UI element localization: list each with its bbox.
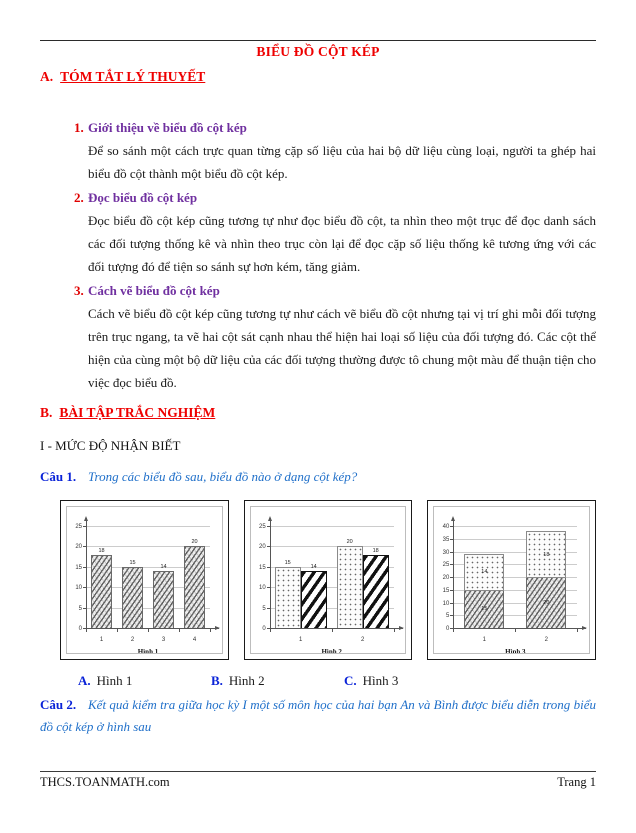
chart-hinh-3 [427,500,596,660]
question-1 [40,466,596,488]
plot-wrap [255,516,403,632]
y-tick-label: 5 [446,613,450,620]
y-tick-label: 35 [442,536,450,543]
option-c[interactable] [344,670,398,692]
x-axis [86,628,219,629]
question-1-label: Câu 1. [40,469,77,484]
header-rule [40,40,596,41]
section-b-label: B. [40,405,53,420]
y-tick-label: 25 [258,524,266,530]
y-tick-label: 15 [258,564,266,571]
y-tick-label: 15 [75,564,82,571]
theory-item-1-heading [40,116,596,139]
y-axis [270,518,271,629]
y-tick-label: 10 [258,585,266,592]
theory-item-3-title: Cách vẽ biểu đồ cột kép [88,283,220,298]
theory-item-3-body: Cách vẽ biểu đồ cột kép cũng tương tự như cách vẽ biểu đồ cột nhưng tại vị trí ghi mỗi đối tượng trên trục ngang, ta vẽ hai cột sát cạnh nhau thể hiện hai loại số liệu của đối tượng đó. Các cột thể hiện của cùng một bộ dữ liệu của các đối tượng thường được tô chung một màu để thuận tiện cho việc đọc biểu đồ. [88,306,596,390]
y-axis [453,518,454,629]
y-tick-label: 15 [442,587,450,594]
y-axis-labels [255,524,268,632]
bar [122,567,143,629]
y-tick-label: 0 [446,626,450,632]
bar-segment [526,531,566,578]
bar [337,546,363,629]
chart-frame [66,506,223,654]
x-tick [577,629,578,632]
plot-area [270,527,394,629]
bar [363,555,389,629]
y-tick-label: 10 [75,585,82,592]
data-label: 20 [543,600,550,606]
data-label: 18 [372,547,379,554]
gridline [453,526,577,527]
footer-rule [40,771,596,772]
data-label: 14 [160,563,167,570]
x-tick [515,629,516,632]
page-title: BIỂU ĐỒ CỘT KÉP [256,44,380,59]
bar [301,571,327,629]
option-b[interactable] [211,670,344,692]
x-tick-label: 2 [544,637,549,643]
section-b-heading [40,405,596,421]
data-label: 20 [191,539,198,546]
x-axis [270,628,403,629]
gridline [86,526,210,527]
plot-wrap [438,516,586,632]
y-axis-labels [438,524,451,632]
x-tick [453,629,454,632]
theory-item-2-body: Đọc biểu đồ cột kép cũng tương tự như đọc biểu đồ cột, ta nhìn theo một trục để đọc danh sách các đối tượng thống kê và nhìn theo trục còn lại để đọc cặp số liệu thống kê tương ứng với các đối tượng đó để tiện so sánh sự hơn kém, tăng giảm. [88,213,596,274]
x-tick [332,629,333,632]
x-tick-label: 2 [361,637,365,643]
x-tick-label: 1 [99,637,104,643]
gridline [270,526,394,527]
theory-item-2-title: Đọc biểu đồ cột kép [88,190,198,205]
theory-item-3-heading [40,279,596,302]
chart-caption: Hình 1 [137,648,159,654]
chart-hinh-1 [60,500,229,660]
bar-segment [526,577,566,629]
bar-segment [464,554,504,591]
data-label: 18 [98,547,105,554]
theory-item-3-number: 3. [74,283,84,298]
data-label: 15 [284,559,291,566]
x-tick [210,629,211,632]
question-1-options [78,670,596,692]
y-tick-label: 30 [442,549,450,556]
x-tick-label: 4 [192,637,197,643]
theory-item-1-title: Giới thiệu về biểu đồ cột kép [88,120,247,135]
plot-wrap [71,516,219,632]
option-b-text: Hình 2 [228,673,265,688]
x-tick-label: 1 [482,637,487,643]
bar [275,567,301,629]
bar-segment [464,590,504,629]
data-label: 15 [481,606,488,613]
chart-caption: Hình 2 [321,648,342,654]
bar [184,546,205,629]
x-tick [270,629,271,632]
section-a-heading [40,69,596,85]
y-tick-label: 40 [442,524,450,530]
x-tick [86,629,87,632]
x-tick [148,629,149,632]
chart-hinh-2 [244,500,413,660]
bar [91,555,112,629]
footer-page-number: Trang 1 [557,775,596,789]
plot-area [86,527,210,629]
bar [153,571,174,629]
data-label: 18 [543,551,550,558]
y-tick-label: 20 [442,575,450,581]
y-tick-label: 0 [78,626,82,632]
y-axis-labels [71,524,84,632]
question-2-label: Câu 2. [40,697,77,712]
y-tick-label: 0 [262,626,266,632]
data-label: 14 [310,563,317,570]
y-tick-label: 5 [262,605,266,612]
y-tick-label: 10 [442,600,450,607]
theory-item-1-number: 1. [74,120,84,135]
data-label: 15 [129,559,136,566]
x-tick-label: 3 [161,637,166,643]
y-axis [86,518,87,629]
question-2-text: Kết quả kiểm tra giữa học kỳ I một số môn học của hai bạn An và Bình được biểu diễn trong biểu đồ cột kép ở hình sau [40,697,596,734]
data-label: 14 [481,569,488,576]
y-tick-label: 20 [258,544,266,551]
y-tick-label: 25 [442,562,450,569]
x-tick-label: 1 [299,637,303,643]
option-a-letter: A. [78,673,91,688]
chart-frame [433,506,590,654]
option-c-letter: C. [344,673,357,688]
theory-list [40,116,596,394]
theory-item-1-body: Để so sánh một cách trực quan từng cặp số liệu của hai bộ dữ liệu cùng loại, người ta ghép hai biểu đồ cột thành một biểu đồ cột kép. [88,143,596,181]
theory-item-2-number: 2. [74,190,84,205]
option-a-text: Hình 1 [96,673,133,688]
footer [40,775,596,790]
charts-row [60,500,596,660]
option-c-text: Hình 3 [362,673,399,688]
x-tick [117,629,118,632]
x-tick [179,629,180,632]
y-tick-label: 20 [75,544,82,551]
option-b-letter: B. [211,673,223,688]
data-label: 20 [346,539,353,546]
chart-frame [250,506,407,654]
question-2 [40,694,596,738]
y-tick-label: 25 [75,524,82,530]
y-tick-label: 5 [78,605,82,612]
question-1-text: Trong các biểu đồ sau, biểu đồ nào ở dạng cột kép? [88,469,358,484]
x-axis [453,628,586,629]
chart-caption: Hình 3 [505,648,526,654]
section-a-label: A. [40,69,54,84]
footer-site: THCS.TOANMATH.com [40,775,170,789]
section-b-title: BÀI TẬP TRẮC NGHIỆM [59,405,216,420]
plot-area [453,527,577,629]
option-a[interactable] [78,670,211,692]
level-heading: I - MỨC ĐỘ NHẬN BIẾT [40,438,181,453]
theory-item-2-heading [40,186,596,209]
x-tick-label: 2 [130,637,135,643]
x-tick [394,629,395,632]
section-a-title: TÓM TẮT LÝ THUYẾT [60,69,206,84]
